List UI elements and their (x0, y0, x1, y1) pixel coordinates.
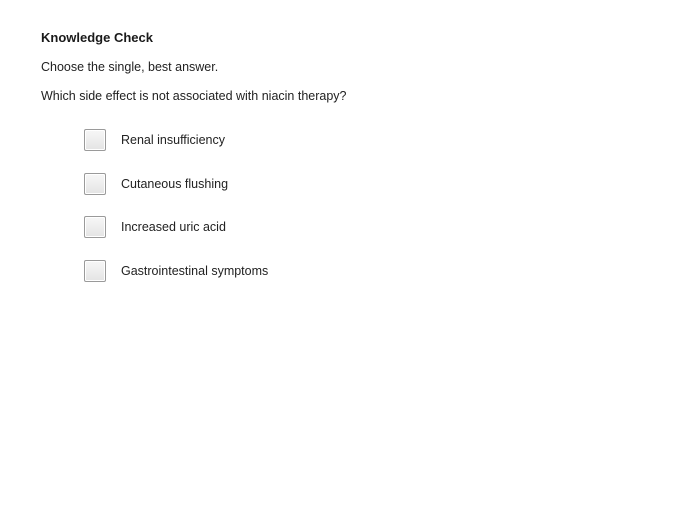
answer-label[interactable]: Renal insufficiency (121, 133, 225, 147)
answer-checkbox[interactable] (84, 260, 106, 282)
answer-option-cutaneous-flushing[interactable] (84, 171, 268, 197)
answer-checkbox[interactable] (84, 129, 106, 151)
answer-label[interactable]: Cutaneous flushing (121, 176, 229, 191)
answer-label[interactable]: Increased uric acid (121, 220, 226, 234)
instruction-text: Choose the single, best answer. (41, 60, 219, 74)
answer-checkbox[interactable] (84, 173, 106, 195)
answer-option-increased-uric-acid[interactable] (84, 214, 268, 240)
answer-option-renal-insufficiency[interactable] (84, 127, 268, 153)
answer-option-gastrointestinal-symptoms[interactable] (84, 258, 268, 284)
answer-label[interactable]: Gastrointestinal symptoms (121, 263, 269, 278)
question-text: Which side effect is not associated with niacin therapy? (41, 89, 347, 103)
answer-checkbox[interactable] (84, 216, 106, 238)
answer-options (84, 127, 268, 301)
page-title: Knowledge Check (41, 30, 153, 45)
